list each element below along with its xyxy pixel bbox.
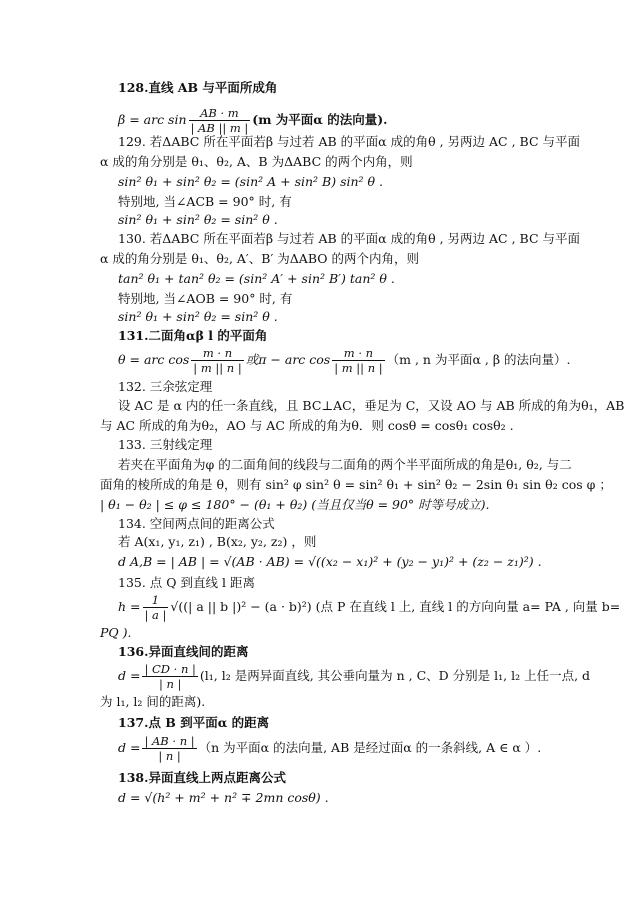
text-129-line1: 129. 若ΔABC 所在平面若β 与过若 AB 的平面α 成的角θ , 另两边 AC , BC 与平面 bbox=[118, 134, 580, 149]
formula-131-fraction-2 bbox=[332, 346, 384, 375]
formula-136-fraction bbox=[142, 662, 197, 691]
formula-137-fraction bbox=[142, 734, 196, 763]
formula-131-fraction-1 bbox=[191, 346, 243, 375]
text-132-line2: 与 AC 所成的角为θ₂，AO 与 AC 所成的角为θ．则 cosθ = cosθ₁ cosθ₂ . bbox=[100, 418, 514, 433]
formula-129-special: sin² θ₁ + sin² θ₂ = sin² θ . bbox=[118, 212, 278, 227]
text-133-line1: 若夹在平面角为φ 的二面角间的线段与二面角的两个半平面所成的角是θ₁, θ₂, 与二 bbox=[118, 457, 572, 472]
formula-135-fraction bbox=[143, 593, 169, 622]
text-134-line1: 若 A(x₁, y₁, z₁) , B(x₂, y₂, z₂) ，则 bbox=[118, 534, 317, 549]
formula-128-fraction bbox=[189, 106, 251, 135]
section-137-title: 137.点 B 到平面α 的距离 bbox=[118, 715, 270, 730]
formula-137-pre: d = bbox=[118, 740, 141, 755]
text-136-line2: 为 l₁, l₂ 间的距离). bbox=[100, 694, 206, 709]
formula-136-pre: d = bbox=[118, 668, 141, 683]
section-136-title: 136.异面直线间的距离 bbox=[118, 644, 249, 659]
text-130-line2: α 成的角分别是 θ₁、θ₂, A′、B′ 为ΔABO 的两个内角，则 bbox=[100, 251, 419, 266]
formula-131-den2: | m || n | bbox=[334, 360, 383, 375]
formula-129: sin² θ₁ + sin² θ₂ = (sin² A + sin² B) sin² θ . bbox=[118, 174, 383, 189]
formula-136-post: (l₁, l₂ 是两异面直线, 其公垂向量为 n , C、D 分别是 l₁, l₂ 上任一点, d bbox=[199, 668, 591, 683]
formula-136 bbox=[118, 659, 590, 693]
formula-137-post: （n 为平面α 的法向量, AB 是经过面α 的一条斜线, A ∈ α ）. bbox=[198, 740, 542, 755]
section-138-title: 138.异面直线上两点距离公式 bbox=[118, 770, 286, 785]
formula-128-pre: β = arc sin bbox=[118, 112, 187, 127]
formula-136-den: | n | bbox=[158, 676, 182, 691]
text-135-line2: PQ ). bbox=[100, 625, 132, 640]
formula-137-den: | n | bbox=[158, 748, 181, 763]
formula-128-num: AB · m bbox=[189, 106, 251, 121]
text-130-line1: 130. 若ΔABC 所在平面若β 与过若 AB 的平面α 成的角θ , 另两边 AC , BC 与平面 bbox=[118, 231, 580, 246]
formula-128-den: | AB || m | bbox=[190, 120, 249, 135]
formula-131-num2: m · n bbox=[332, 346, 384, 361]
section-134-title: 134. 空间两点间的距离公式 bbox=[118, 516, 275, 531]
section-131-title: 131.二面角αβ l 的平面角 bbox=[118, 328, 268, 343]
text-133-line3: | θ₁ − θ₂ | ≤ φ ≤ 180° − (θ₁ + θ₂) (当且仅当θ = 90° 时等号成立). bbox=[100, 497, 490, 512]
text-130-special: 特别地, 当∠AOB = 90° 时, 有 bbox=[118, 291, 293, 306]
text-129-line2: α 成的角分别是 θ₁、θ₂, A、B 为ΔABC 的两个内角，则 bbox=[100, 154, 413, 169]
formula-131-post: （m , n 为平面α , β 的法向量）. bbox=[386, 352, 571, 367]
formula-135-post: √((| a || b |)² − (a · b)²) (点 P 在直线 l 上, 直线 l 的方向向量 a= PA , 向量 b= bbox=[170, 599, 621, 614]
formula-131-num1: m · n bbox=[191, 346, 243, 361]
formula-134: d A,B = | AB | = √(AB · AB) = √((x₂ − x₁)² + (y₂ − y₁)² + (z₂ − z₁)²) . bbox=[118, 554, 542, 569]
text-133-line2: 面角的棱所成的角是 θ，则有 sin² φ sin² θ = sin² θ₁ + sin² θ₂ − 2sin θ₁ sin θ₂ cos φ ； bbox=[100, 477, 612, 492]
section-128-title: 128.直线 AB 与平面所成角 bbox=[118, 80, 278, 95]
formula-135-den: | a | bbox=[144, 607, 167, 622]
formula-137 bbox=[118, 731, 541, 765]
text-129-special: 特别地, 当∠ACB = 90° 时, 有 bbox=[118, 194, 292, 209]
formula-131-pre: θ = arc cos bbox=[118, 352, 190, 367]
formula-130-special: sin² θ₁ + sin² θ₂ = sin² θ . bbox=[118, 309, 278, 324]
formula-131-mid: 或π − arc cos bbox=[245, 352, 331, 367]
text-132-line1: 设 AC 是 α 内的任一条直线，且 BC⊥AC，垂足为 C，又设 AO 与 AB 所成的角为θ₁，AB bbox=[118, 398, 625, 413]
formula-130: tan² θ₁ + tan² θ₂ = (sin² A′ + sin² B′) tan² θ . bbox=[118, 271, 395, 286]
formula-131 bbox=[118, 343, 571, 377]
formula-135-pre: h = bbox=[118, 599, 141, 614]
section-132-title: 132. 三余弦定理 bbox=[118, 379, 213, 394]
section-135-title: 135. 点 Q 到直线 l 距离 bbox=[118, 575, 255, 590]
formula-135 bbox=[118, 590, 620, 624]
formula-138: d = √(h² + m² + n² ∓ 2mn cosθ) . bbox=[118, 790, 329, 805]
formula-137-num: | AB · n | bbox=[144, 733, 195, 748]
section-133-title: 133. 三射线定理 bbox=[118, 437, 213, 452]
formula-135-num: 1 bbox=[143, 593, 169, 608]
formula-128-post: (m 为平面α 的法向量). bbox=[252, 112, 388, 127]
formula-131-den1: | m || n | bbox=[193, 360, 242, 375]
formula-128 bbox=[118, 103, 388, 137]
formula-136-num: | CD · n | bbox=[144, 661, 196, 676]
